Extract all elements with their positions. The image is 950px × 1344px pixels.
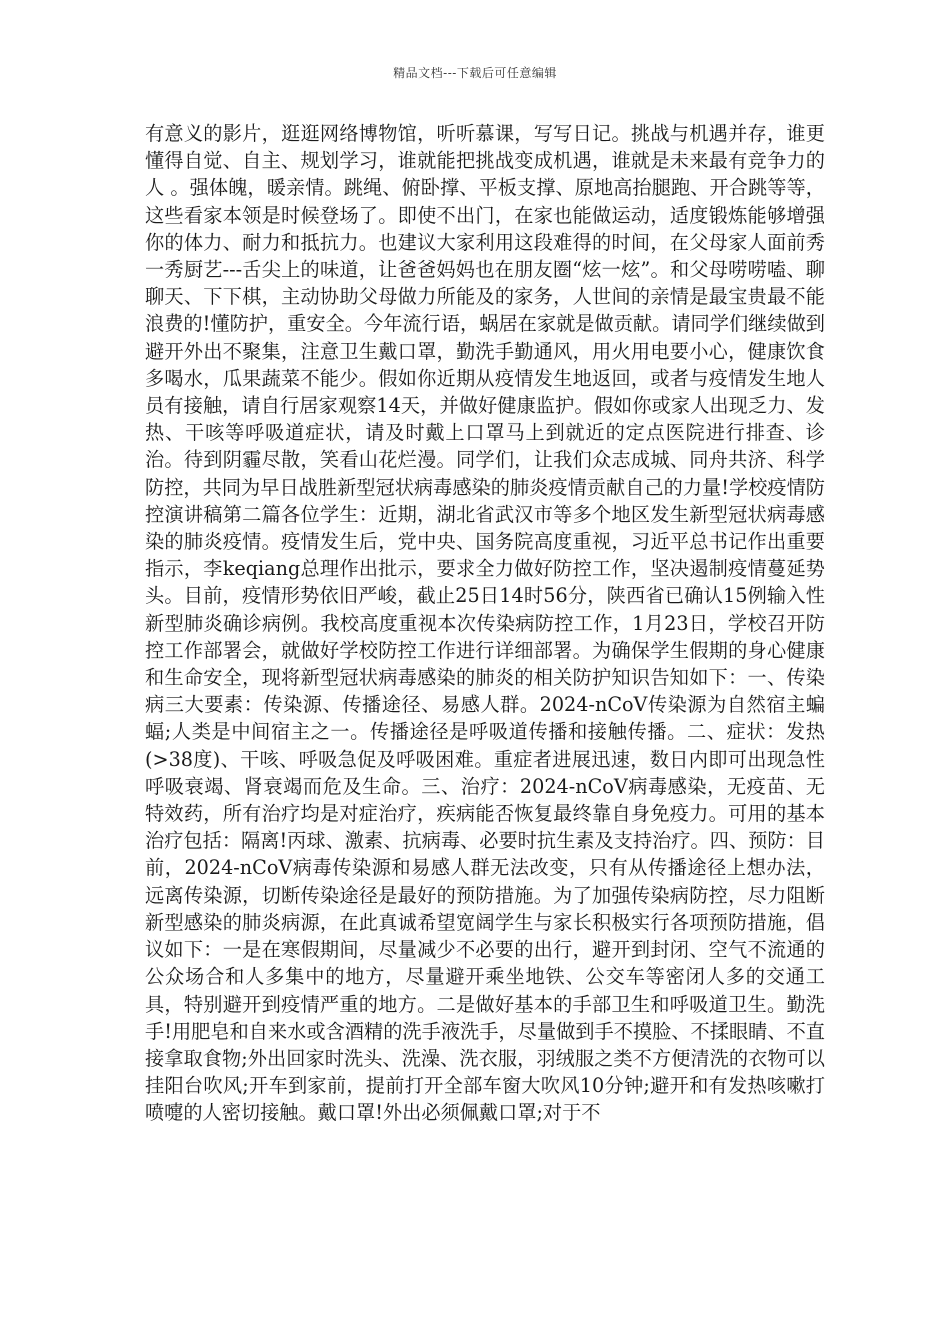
page-header: 精品文档---下载后可任意编辑 [393, 66, 557, 80]
document-body-text: 有意义的影片，逛逛网络博物馆，听听慕课，写写日记。挑战与机遇并存，谁更懂得自觉、自主、规划学习，谁就能把挑战变成机遇，谁就是未来最有竞争力的人 。强体魄，暖亲情。跳绳、俯卧撑、平板支撑、原地高抬腿跑、开合跳等等，这些看家本领是时候登场了。即使不出门，在家也能做运动，适度锻炼能够增强你的体力、耐力和抵抗力。也建议大家利用这段难得的时间，在父母家人面前秀一秀厨艺---舌尖上的味道，让爸爸妈妈也在朋友圈“炫一炫”。和父母唠唠嗑、聊聊天、下下棋，主动协助父母做力所能及的家务，人世间的亲情是最宝贵最不能浪费的!懂防护，重安全。今年流行语，蜗居在家就是做贡献。请同学们继续做到避开外出不聚集，注意卫生戴口罩，勤洗手勤通风，用火用电要小心，健康饮食多喝水，瓜果蔬菜不能少。假如你近期从疫情发生地返回，或者与疫情发生地人员有接触，请自行居家观察14天，并做好健康监护。假如你或家人出现乏力、发热、干咳等呼吸道症状，请及时戴上口罩马上到就近的定点医院进行排查、诊治。待到阴霾尽散，笑看山花烂漫。同学们，让我们众志成城、同舟共济、科学防控，共同为早日战胜新型冠状病毒感染的肺炎疫情贡献自己的力量!学校疫情防控演讲稿第二篇各位学生：近期，湖北省武汉市等多个地区发生新型冠状病毒感染的肺炎疫情。疫情发生后，党中央、国务院高度重视，习近平总书记作出重要指示，李keqiang总理作出批示，要求全力做好防控工作，坚决遏制疫情蔓延势头。目前，疫情形势依旧严峻，截止25日14时56分，陕西省已确认15例输入性新型肺炎确诊病例。我校高度重视本次传染病防控工作，1月23日，学校召开防控工作部署会，就做好学校防控工作进行详细部署。为确保学生假期的身心健康和生命安全，现将新型冠状病毒感染的肺炎的相关防护知识告知如下：一、传染病三大要素：传染源、传播途径、易感人群。2024-nCoV传染源为自然宿主蝙蝠;人类是中间宿主之一。传播途径是呼吸道传播和接触传播。二、症状：发热(>38度)、干咳、呼吸急促及呼吸困难。重症者进展迅速，数日内即可出现急性呼吸衰竭、肾衰竭而危及生命。三、治疗：2024-nCoV病毒感染，无疫苗、无特效药，所有治疗均是对症治疗，疾病能否恢复最终靠自身免疫力。可用的基本治疗包括：隔离!丙球、激素、抗病毒、必要时抗生素及支持治疗。四、预防：目前，2024-nCoV病毒传染源和易感人群无法改变，只有从传播途径上想办法，远离传染源，切断传染途径是最好的预防措施。为了加强传染病防控，尽力阻断新型感染的肺炎病源，在此真诚希望宽阔学生与家长积极实行各项预防措施，倡议如下：一是在寒假期间，尽量减少不必要的出行，避开到封闭、空气不流通的公众场合和人多集中的地方，尽量避开乘坐地铁、公交车等密闭人多的交通工具，特别避开到疫情严重的地方。二是做好基本的手部卫生和呼吸道卫生。勤洗手!用肥皂和自来水或含酒精的洗手液洗手，尽量做到手不摸脸、不揉眼睛、不直接拿取食物;外出回家时洗头、洗澡、洗衣服，羽绒服之类不方便清洗的衣物可以挂阳台吹风;开车到家前，提前打开全部车窗大吹风10分钟;避开和有发热咳嗽打喷嚏的人密切接触。戴口罩!外出必须佩戴口罩;对于不 [145, 122, 825, 1125]
